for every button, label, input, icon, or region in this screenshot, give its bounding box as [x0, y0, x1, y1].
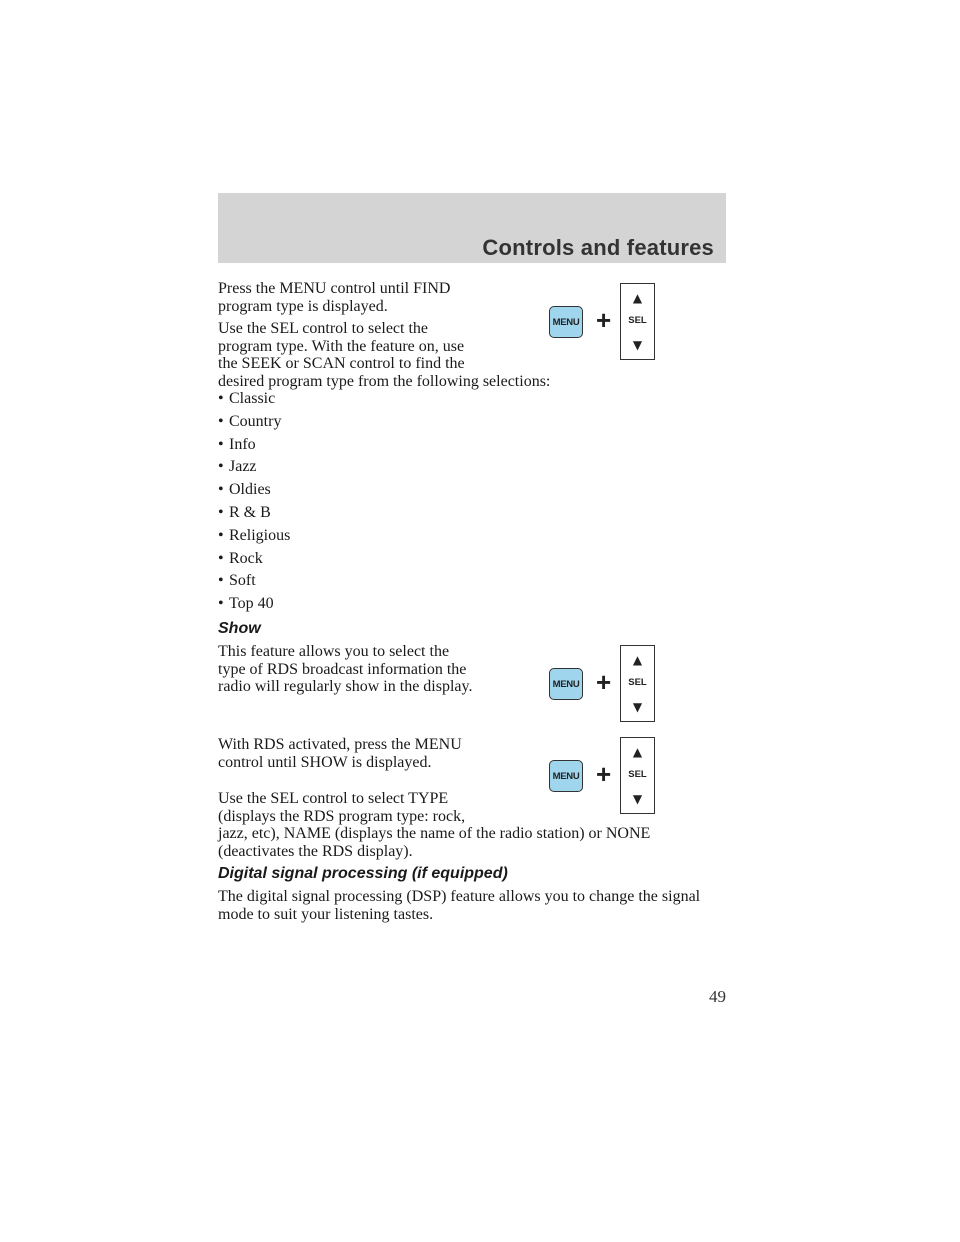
arrow-up-icon: ▲: [632, 653, 643, 667]
find-sel-instruction-lines: Use the SEL control to select the program type. With the feature on, use the SEEK or SCAN control to find the desired program type from the following selections:: [218, 320, 551, 390]
plus-icon: +: [596, 759, 612, 789]
list-item: [218, 413, 290, 436]
arrow-down-icon: ▼: [632, 338, 643, 352]
find-instruction-text: Press the MENU control until FIND program type is displayed.: [218, 280, 451, 315]
page-number: 49: [709, 987, 726, 1006]
menu-button-icon: MENU: [549, 306, 583, 338]
list-item-label: Religious: [229, 526, 291, 544]
list-item-label: Rock: [229, 549, 263, 567]
arrow-up-icon: ▲: [632, 291, 643, 305]
list-item: [218, 481, 290, 504]
list-item: [218, 390, 290, 413]
dsp-heading: Digital signal processing (if equipped): [218, 865, 508, 882]
list-item: [218, 527, 290, 550]
show-heading: Show: [218, 620, 261, 637]
show-sel-instruction-text: [218, 790, 728, 860]
section-title: Controls and features: [482, 235, 714, 260]
bullet-icon: •: [218, 526, 224, 544]
bullet-icon: •: [218, 458, 224, 476]
list-item-label: Top 40: [229, 595, 274, 613]
show-activate-text: With RDS activated, press the MENU control until SHOW is displayed.: [218, 736, 462, 771]
sel-rocker-icon: [620, 283, 655, 360]
sel-rocker-icon: [620, 645, 655, 722]
bullet-icon: •: [218, 435, 224, 453]
menu-button-icon: MENU: [549, 668, 583, 700]
arrow-down-icon: ▼: [632, 792, 643, 806]
section-header-band: [218, 193, 726, 263]
list-item: [218, 504, 290, 527]
show-sel-instruction-lines: Use the SEL control to select TYPE (displays the RDS program type: rock, jazz, etc), NAME (displays the name of the radio station) or NONE (deactivates the RDS display).: [218, 790, 651, 860]
list-item: [218, 572, 290, 595]
show-description-text: This feature allows you to select the type of RDS broadcast information the radio will regularly show in the display.: [218, 643, 473, 695]
arrow-down-icon: ▼: [632, 700, 643, 714]
list-item-label: Oldies: [229, 481, 271, 499]
bullet-icon: •: [218, 390, 224, 407]
list-item: [218, 595, 290, 618]
list-item-label: Soft: [229, 572, 256, 590]
list-item-label: Classic: [229, 390, 276, 407]
bullet-icon: •: [218, 595, 224, 613]
menu-sel-control-diagram: [549, 283, 669, 363]
program-type-list: [218, 390, 290, 618]
bullet-icon: •: [218, 503, 224, 521]
list-item-label: Country: [229, 412, 282, 430]
list-item: [218, 458, 290, 481]
list-item: [218, 436, 290, 459]
menu-button-icon: MENU: [549, 760, 583, 792]
bullet-icon: •: [218, 549, 224, 567]
list-item-label: Jazz: [229, 458, 257, 476]
arrow-up-icon: ▲: [632, 745, 643, 759]
list-item-label: R & B: [229, 503, 271, 521]
plus-icon: +: [596, 667, 612, 697]
bullet-icon: •: [218, 572, 224, 590]
menu-sel-control-diagram: [549, 645, 669, 725]
sel-label: SEL: [628, 677, 647, 688]
dsp-description-text: The digital signal processing (DSP) feature allows you to change the signal mode to suit your listening tastes.: [218, 888, 701, 923]
sel-label: SEL: [628, 315, 647, 326]
list-item-label: Info: [229, 435, 256, 453]
bullet-icon: •: [218, 412, 224, 430]
list-item: [218, 550, 290, 573]
plus-icon: +: [596, 305, 612, 335]
bullet-icon: •: [218, 481, 224, 499]
sel-label: SEL: [628, 769, 647, 780]
